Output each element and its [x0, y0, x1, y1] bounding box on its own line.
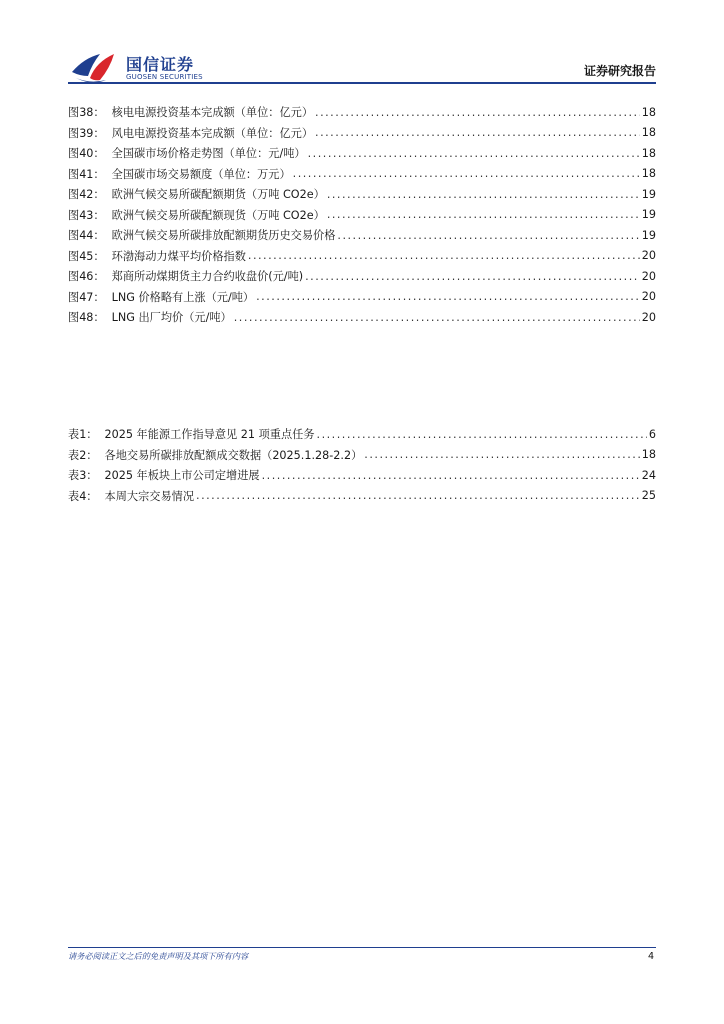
entry-title: 全国碳市场交易额度（单位：万元）	[111, 167, 291, 181]
toc-entry[interactable]	[68, 184, 656, 205]
entry-label: 图44：	[68, 229, 105, 243]
toc-entry[interactable]	[68, 465, 656, 486]
footer-divider	[68, 947, 656, 948]
entry-title: 欧洲气候交易所碳配额期货（万吨 CO2e）	[111, 188, 325, 202]
entry-label: 图48：	[68, 311, 105, 325]
brand-name-cn: 国信证券	[126, 55, 195, 74]
dot-leader	[364, 448, 639, 461]
entry-label: 图41：	[68, 167, 105, 181]
dot-leader	[308, 147, 640, 160]
toc-entry[interactable]	[68, 205, 656, 226]
entry-label: 图38：	[68, 106, 105, 120]
entry-label: 图46：	[68, 270, 105, 284]
entry-label: 图40：	[68, 147, 105, 161]
brand-name-en: GUOSEN SECURITIES	[126, 73, 203, 81]
toc-entry[interactable]	[68, 225, 656, 246]
header-divider	[68, 82, 656, 84]
entry-label: 表2：	[68, 448, 98, 462]
entry-page: 20	[641, 310, 656, 324]
dot-leader	[315, 126, 640, 139]
dot-leader	[337, 229, 639, 242]
entry-title: 本周大宗交易情况	[104, 489, 195, 503]
entry-label: 图45：	[68, 249, 105, 263]
entry-page: 18	[641, 146, 656, 160]
entry-title: 欧洲气候交易所碳配额现货（万吨 CO2e）	[111, 208, 325, 222]
page-number: 4	[647, 951, 654, 962]
dot-leader	[256, 290, 640, 303]
toc-entry[interactable]	[68, 266, 656, 287]
entry-title: 风电电源投资基本完成额（单位：亿元）	[111, 126, 314, 140]
dot-leader	[262, 469, 640, 482]
entry-page: 18	[641, 126, 656, 140]
dot-leader	[327, 208, 640, 221]
dot-leader	[234, 311, 640, 324]
toc-entry[interactable]	[68, 424, 656, 445]
toc-entry[interactable]	[68, 143, 656, 164]
entry-page: 18	[641, 105, 656, 119]
entry-label: 图47：	[68, 290, 105, 304]
entry-page: 6	[648, 427, 656, 441]
entry-title: 2025 年能源工作指导意见 21 项重点任务	[104, 428, 315, 442]
report-type: 证券研究报告	[583, 64, 656, 78]
page-header	[0, 0, 724, 90]
entry-title: 各地交易所碳排放配额成交数据（2025.1.28-2.2）	[104, 448, 363, 462]
entry-title: LNG 价格略有上涨（元/吨）	[111, 290, 255, 304]
toc-entry[interactable]	[68, 307, 656, 328]
entry-label: 表3：	[68, 469, 98, 483]
dot-leader	[248, 249, 640, 262]
entry-page: 20	[641, 249, 656, 263]
dot-leader	[317, 428, 647, 441]
entry-page: 19	[641, 228, 656, 242]
entry-label: 表4：	[68, 489, 98, 503]
toc-entry[interactable]	[68, 445, 656, 466]
toc-entry[interactable]	[68, 246, 656, 267]
dot-leader	[315, 106, 640, 119]
dot-leader	[327, 188, 640, 201]
entry-label: 图42：	[68, 188, 105, 202]
toc-entry[interactable]	[68, 486, 656, 507]
entry-page: 19	[641, 208, 656, 222]
entry-page: 20	[641, 269, 656, 283]
table-index	[68, 424, 656, 506]
entry-title: 全国碳市场价格走势图（单位：元/吨）	[111, 147, 306, 161]
entry-title: 欧洲气候交易所碳排放配额期货历史交易价格	[111, 229, 336, 243]
entry-title: 核电电源投资基本完成额（单位：亿元）	[111, 106, 314, 120]
entry-page: 18	[641, 448, 656, 462]
entry-title: 郑商所动煤期货主力合约收盘价(元/吨)	[111, 270, 304, 284]
entry-title: 环渤海动力煤平均价格指数	[111, 249, 246, 263]
toc-entry[interactable]	[68, 164, 656, 185]
figure-index	[68, 102, 656, 328]
footer-disclaimer: 请务必阅读正文之后的免责声明及其项下所有内容	[68, 951, 249, 961]
entry-page: 25	[641, 489, 656, 503]
entry-page: 18	[641, 167, 656, 181]
toc-entry[interactable]	[68, 287, 656, 308]
entry-label: 图39：	[68, 126, 105, 140]
guosen-logo	[70, 50, 210, 86]
entry-title: LNG 出厂均价（元/吨）	[111, 311, 232, 325]
toc-entry[interactable]	[68, 123, 656, 144]
entry-page: 19	[641, 187, 656, 201]
dot-leader	[293, 167, 640, 180]
entry-title: 2025 年板块上市公司定增进展	[104, 469, 260, 483]
entry-page: 24	[641, 468, 656, 482]
dot-leader	[196, 489, 640, 502]
dot-leader	[305, 270, 640, 283]
entry-label: 图43：	[68, 208, 105, 222]
entry-label: 表1：	[68, 428, 98, 442]
guosen-logo-mark	[70, 50, 122, 84]
entry-page: 20	[641, 290, 656, 304]
toc-entry[interactable]	[68, 102, 656, 123]
